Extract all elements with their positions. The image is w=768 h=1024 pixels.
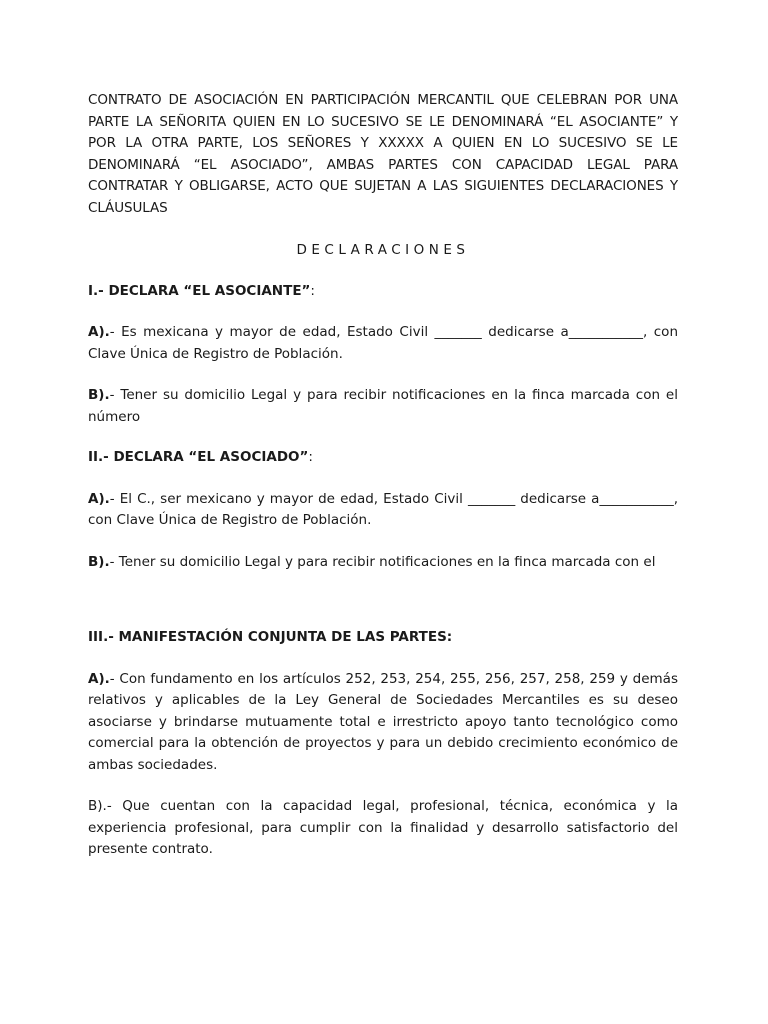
section-2-title <box>88 447 678 469</box>
section-2-title-colon: : <box>308 449 313 465</box>
section-3-clause-a-text: - Con fundamento en los artículos 252, 253, 254, 255, 256, 257, 258, 259 y demás relativos y aplicables de la Ley General de Sociedades Mercantiles es su deseo asociarse y brindarse mutuamente total e irrestricto apoyo tanto tecnológico como comercial para la obtención de proyectos y para un debido crecimiento económico de ambas sociedades. <box>88 670 678 773</box>
section-3-title-text: III.- MANIFESTACIÓN CONJUNTA DE LAS PARTES: <box>88 629 453 645</box>
section-1-clause-a-text: - Es mexicana y mayor de edad, Estado Civil _______ dedicarse a___________, con Clave Única de Registro de Población. <box>88 324 678 362</box>
contract-intro: CONTRATO DE ASOCIACIÓN EN PARTICIPACIÓN MERCANTIL QUE CELEBRAN POR UNA PARTE LA SEÑORITA QUIEN EN LO SUCESIVO SE LE DENOMINARÁ “EL ASOCIANTE” Y POR LA OTRA PARTE, LOS SEÑORES Y XXXXX A QUIEN EN LO SUCESIVO SE LE DENOMINARÁ “EL ASOCIADO”, AMBAS PARTES CON CAPACIDAD LEGAL PARA CONTRATAR Y OBLIGARSE, ACTO QUE SUJETAN A LAS SIGUIENTES DECLARACIONES Y CLÁUSULAS <box>88 92 678 216</box>
section-2-clause-b-label: B). <box>88 553 110 570</box>
section-1-clause-b <box>88 385 678 428</box>
section-2-clause-a <box>88 489 678 532</box>
section-1-title-text: I.- DECLARA “EL ASOCIANTE” <box>88 282 311 299</box>
declaraciones-heading: DECLARACIONES <box>296 242 470 258</box>
section-1-title <box>88 281 678 303</box>
section-2-clause-b <box>88 552 678 574</box>
section-1-clause-a-label: A). <box>88 324 110 340</box>
document-body <box>88 90 678 861</box>
section-1-title-colon: : <box>310 282 315 299</box>
section-3-clause-a-label: A). <box>88 670 110 687</box>
section-2-title-text: II.- DECLARA “EL ASOCIADO” <box>88 449 309 465</box>
section-1-clause-b-label: B). <box>88 387 110 403</box>
section-2-clause-b-text: - Tener su domicilio Legal y para recibir notificaciones en la finca marcada con el <box>109 553 656 570</box>
section-3-clause-a <box>88 669 678 777</box>
section-1-clause-a <box>88 322 678 365</box>
section-1-clause-b-text: - Tener su domicilio Legal y para recibir notificaciones en la finca marcada con el número <box>88 387 678 425</box>
section-2-clause-a-text: - El C., ser mexicano y mayor de edad, Estado Civil _______ dedicarse a___________, con Clave Única de Registro de Población. <box>88 490 678 528</box>
section-3-clause-b: B).- Que cuentan con la capacidad legal, profesional, técnica, económica y la experiencia profesional, para cumplir con la finalidad y desarrollo satisfactorio del presente contrato. <box>88 798 678 857</box>
section-2-clause-a-label: A). <box>88 490 110 507</box>
section-3-title <box>88 627 678 649</box>
